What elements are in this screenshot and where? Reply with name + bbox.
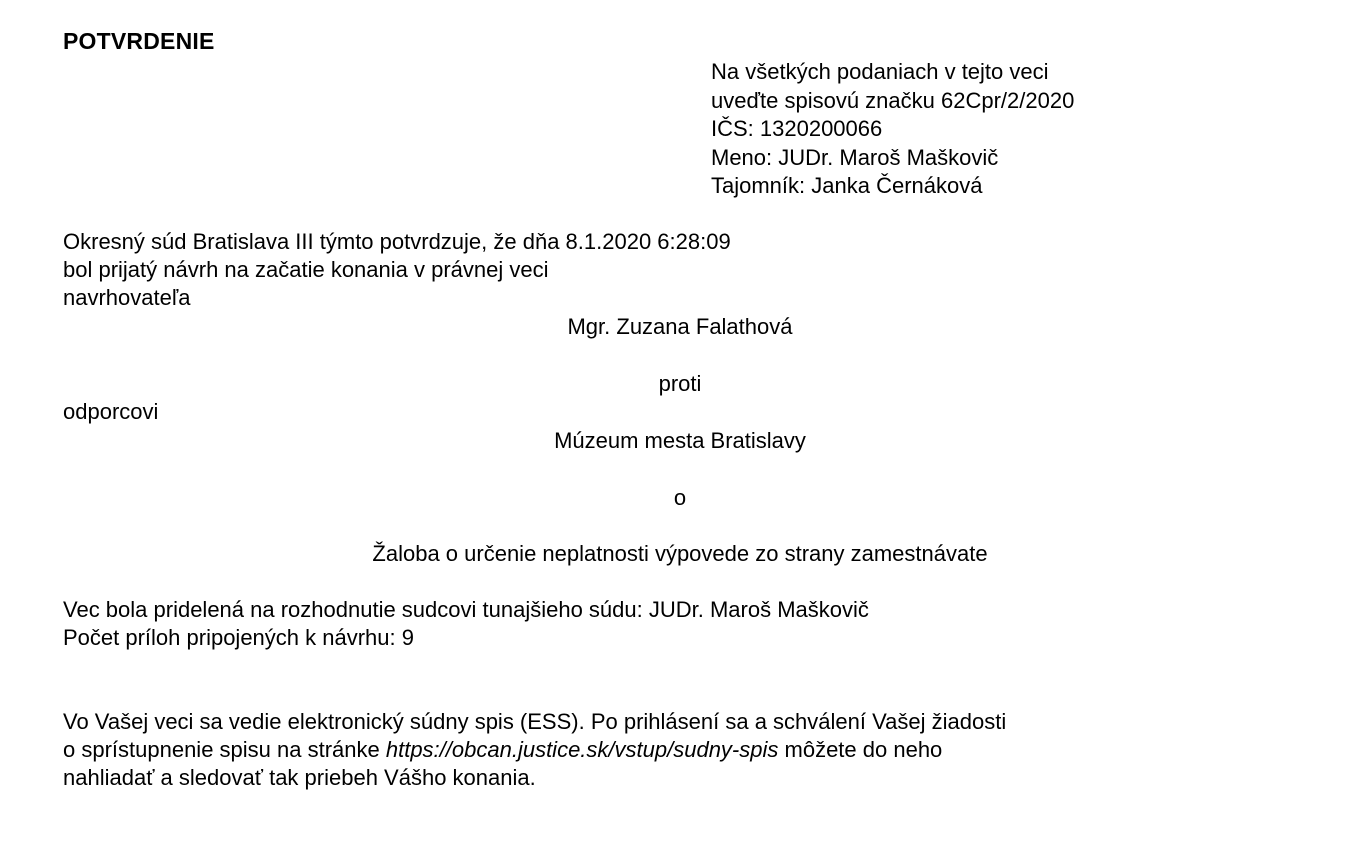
assigned-judge-line: Vec bola pridelená na rozhodnutie sudcovi tunajšieho súdu: JUDr. Maroš Maškovič <box>63 597 869 622</box>
reference-line-1: Na všetkých podaniach v tejto veci <box>711 59 1049 84</box>
case-subject: Žaloba o určenie neplatnosti výpovede zo strany zamestnávate <box>372 541 988 566</box>
intro-line-2: bol prijatý návrh na začatie konania v právnej veci <box>63 257 549 282</box>
reference-line-4: Meno: JUDr. Maroš Maškovič <box>711 144 999 170</box>
ess-line-1: Vo Vašej veci sa vedie elektronický súdny spis (ESS). Po prihlásení sa a schválení Vašej žiadosti <box>63 709 1007 734</box>
case-reference-block <box>711 58 1074 201</box>
petitioner-name: Mgr. Zuzana Falathová <box>567 314 793 339</box>
attachments-count-line: Počet príloh pripojených k návrhu: 9 <box>63 625 414 650</box>
respondent-label: odporcovi <box>63 399 159 424</box>
document-title: POTVRDENIE <box>63 28 215 54</box>
reference-line-2: uveďte spisovú značku 62Cpr/2/2020 <box>711 87 1075 113</box>
intro-paragraph <box>63 228 731 312</box>
ess-line-3: nahliadať a sledovať tak priebeh Vášho konania. <box>63 765 536 790</box>
ess-line-2-prefix: o sprístupnenie spisu na stránke <box>63 737 386 762</box>
intro-line-1: Okresný súd Bratislava III týmto potvrdzuje, že dňa 8.1.2020 6:28:09 <box>63 229 731 254</box>
reference-line-5: Tajomník: Janka Černáková <box>711 173 983 198</box>
respondent-name: Múzeum mesta Bratislavy <box>554 428 806 453</box>
reference-line-3: IČS: 1320200066 <box>711 116 883 141</box>
ess-line-2 <box>63 736 1006 764</box>
ess-portal-link[interactable]: https://obcan.justice.sk/vstup/sudny-spis <box>385 737 779 762</box>
ess-line-2-suffix: môžete do neho <box>778 737 943 762</box>
ess-paragraph <box>63 708 1006 792</box>
against-label: proti <box>658 371 702 396</box>
about-label: o <box>673 485 687 510</box>
assignment-paragraph <box>63 596 869 652</box>
intro-line-3: navrhovateľa <box>63 285 191 310</box>
